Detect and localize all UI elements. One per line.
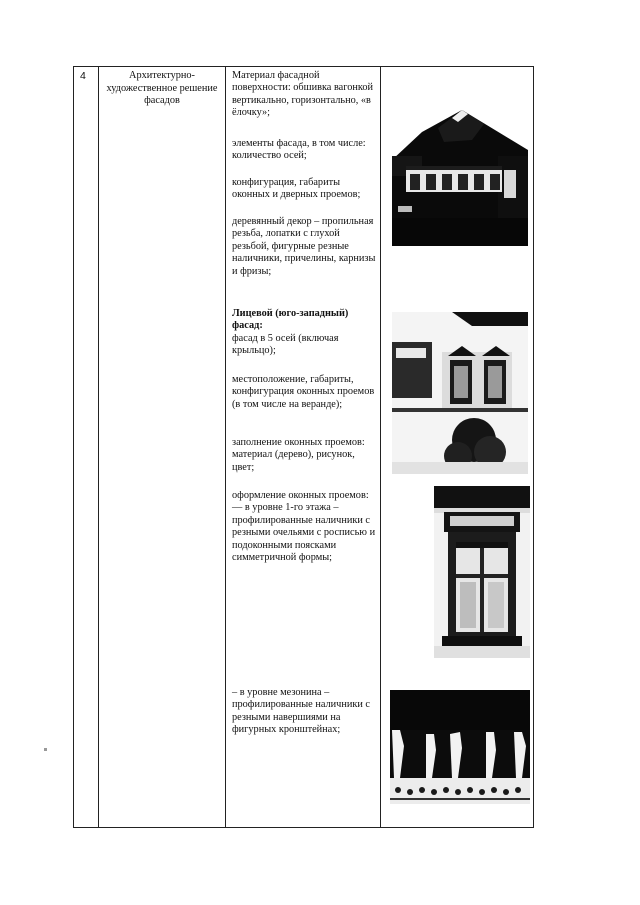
section-title: Архитектурно-художественное решение фасадов <box>106 70 218 107</box>
mezzanine-photo <box>390 690 530 804</box>
column-divider-1 <box>98 66 99 828</box>
table-right-border <box>533 66 534 828</box>
wooden-decor-text: деревянный декор – пропильная резьба, лопатки с глухой резьбой, фигурные резные наличники, причелины, карнизы и фризы; <box>232 216 376 277</box>
main-facade-block <box>232 308 376 358</box>
openings-config-text: конфигурация, габариты оконных и дверных проемов; <box>232 177 361 201</box>
house-photo-2 <box>392 312 528 474</box>
house-photo-1 <box>392 100 528 246</box>
table-left-border <box>73 66 74 828</box>
window-openings-text: местоположение, габариты, конфигурация оконных проемов (в том числе на веранде); <box>232 374 375 410</box>
window-filling-text: заполнение оконных проемов: материал (дерево), рисунок, цвет; <box>232 437 365 473</box>
table-top-border <box>73 66 534 67</box>
facade-material-text: Материал фасадной поверхности: обшивка вагонкой вертикально, горизонтально, «в ёлочку»; <box>232 70 373 119</box>
margin-mark <box>44 748 47 751</box>
first-floor-frames-text: — в уровне 1-го этажа – профилированные наличники с резными очельями с росписью и подоконными поясками симметричной формы; <box>232 502 376 564</box>
main-facade-axes-text: фасад в 5 осей (включая крыльцо); <box>232 332 339 357</box>
facade-elements-text: элементы фасада, в том числе: количество осей; <box>232 138 366 162</box>
column-divider-3 <box>380 66 381 828</box>
window-decoration-heading: оформление оконных проемов: <box>232 490 369 501</box>
row-number: 4 <box>80 70 86 82</box>
mezzanine-frames-text: – в уровне мезонина – профилированные наличники с резными навершиями на фигурных кронштейнах; <box>232 687 370 736</box>
window-frame-photo <box>434 486 530 658</box>
column-divider-2 <box>225 66 226 828</box>
window-decoration-block <box>232 490 376 564</box>
table-bottom-border <box>73 827 534 828</box>
main-facade-heading: Лицевой (юго-западный) фасад: <box>232 308 349 332</box>
